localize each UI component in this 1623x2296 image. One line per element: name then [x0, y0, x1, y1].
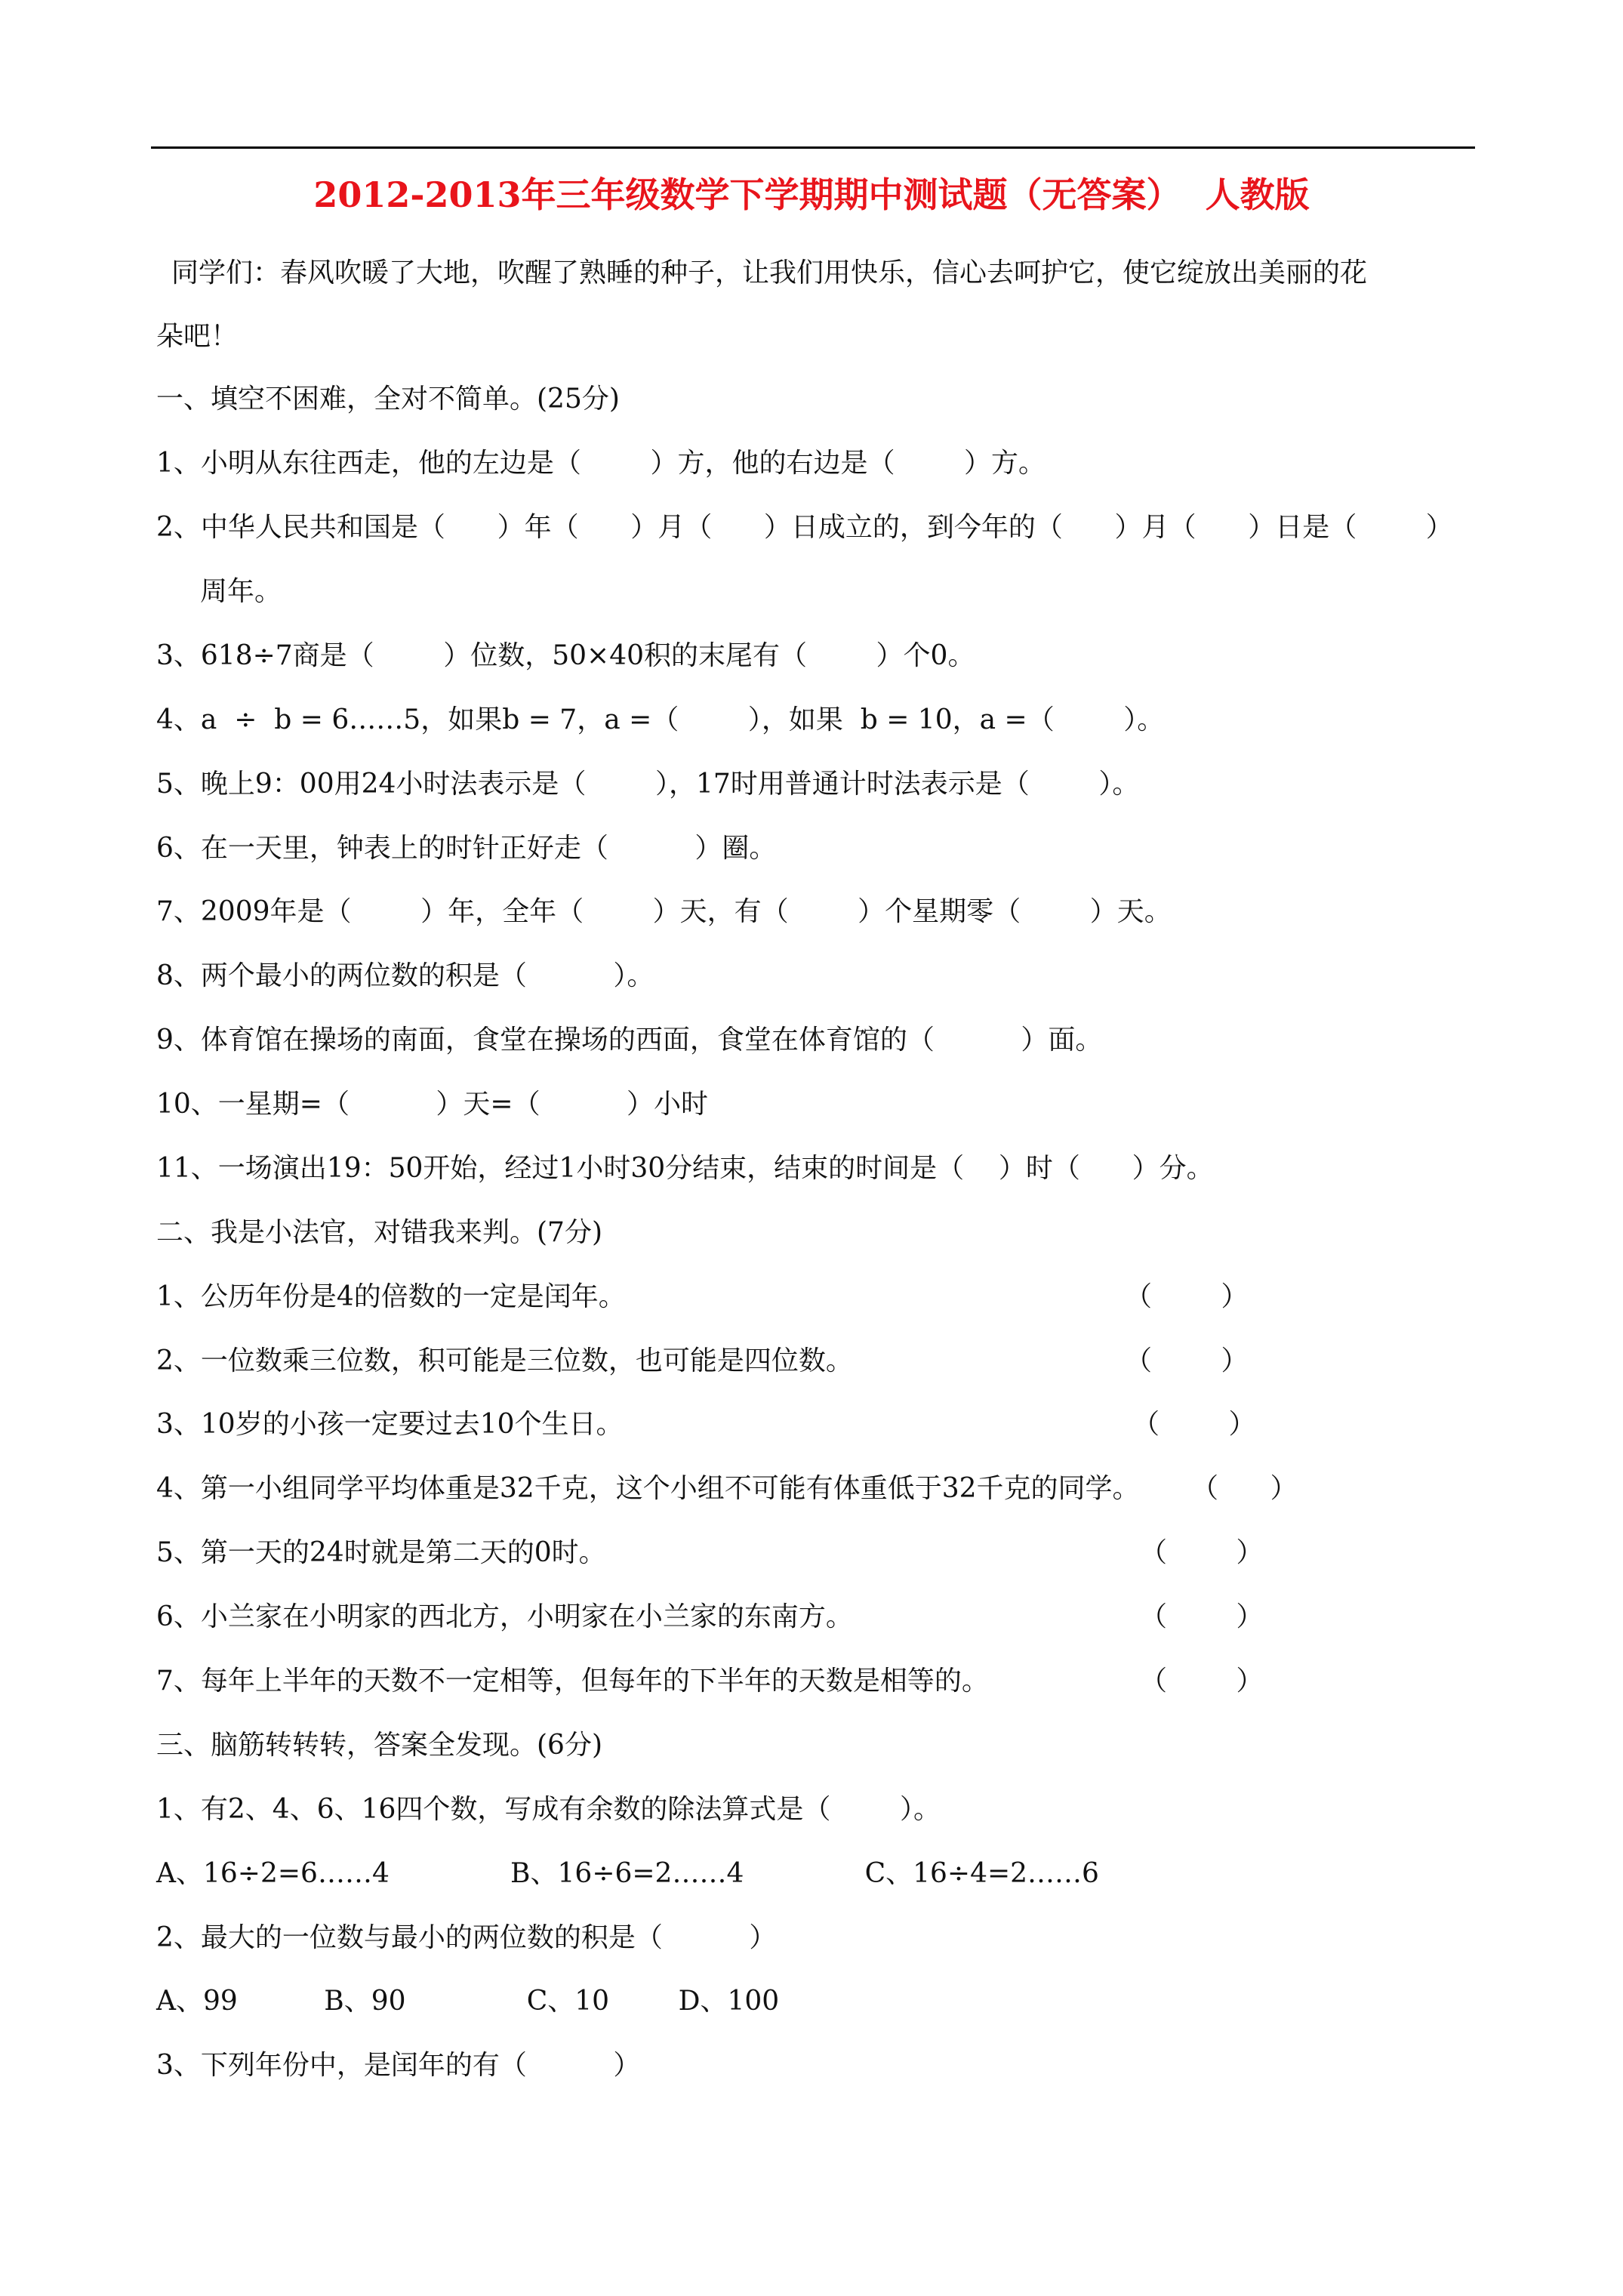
section1-heading: 一、填空不困难，全对不简单。(25分)	[156, 384, 620, 415]
judge-item-3: 3、10岁的小孩一定要过去10个生日。	[156, 1409, 624, 1440]
intro-line-1: 同学们：春风吹暖了大地，吹醒了熟睡的种子，让我们用快乐，信心去呵护它，使它绽放出美丽的花	[171, 257, 1368, 288]
judge-item-2-answer: （ ）	[1125, 1345, 1249, 1376]
question-1-11: 11、一场演出19：50开始，经过1小时30分结束，结束的时间是（ ）时（ ）分。	[156, 1153, 1214, 1184]
question-1-2: 2、中华人民共和国是（ ）年（ ）月（ ）日成立的，到今年的（ ）月（ ）日是（ ）	[156, 512, 1453, 543]
question-1-3: 3、618÷7商是（ ）位数，50×40积的末尾有（ ）个0。	[156, 640, 975, 671]
question-1-8: 8、两个最小的两位数的积是（ ）。	[156, 960, 654, 991]
section2-heading: 二、我是小法官，对错我来判。(7分)	[156, 1217, 602, 1248]
intro-line-2: 朵吧！	[156, 321, 239, 352]
choice-question-2-options: A、99 B、90 C、10 D、100	[156, 1986, 780, 2017]
question-1-5: 5、晚上9：00用24小时法表示是（ ），17时用普通计时法表示是（ ）。	[156, 769, 1140, 800]
question-1-4: 4、a ÷ b = 6……5，如果b = 7，a =（ ），如果 b = 10，a =（ ）。	[156, 704, 1165, 735]
question-1-9: 9、体育馆在操场的南面，食堂在操场的西面，食堂在体育馆的（ ）面。	[156, 1025, 1103, 1056]
choice-question-2: 2、最大的一位数与最小的两位数的积是（ ）	[156, 1922, 777, 1953]
choice-question-3: 3、下列年份中，是闰年的有（ ）	[156, 2050, 641, 2081]
judge-item-2: 2、一位数乘三位数，积可能是三位数，也可能是四位数。	[156, 1345, 853, 1376]
judge-item-4-answer: （ ）	[1191, 1473, 1298, 1504]
judge-item-7-answer: （ ）	[1140, 1666, 1264, 1697]
judge-item-6: 6、小兰家在小明家的西北方，小明家在小兰家的东南方。	[156, 1601, 853, 1632]
question-1-6: 6、在一天里，钟表上的时针正好走（ ）圈。	[156, 833, 777, 864]
question-1-7: 7、2009年是（ ）年，全年（ ）天，有（ ）个星期零（ ）天。	[156, 896, 1172, 927]
judge-item-1: 1、公历年份是4的倍数的一定是闰年。	[156, 1281, 626, 1312]
question-1-10: 10、一星期=（ ）天=（ ）小时	[156, 1089, 709, 1120]
judge-item-4: 4、第一小组同学平均体重是32千克，这个小组不可能有体重低于32千克的同学。	[156, 1473, 1140, 1504]
choice-question-1: 1、有2、4、6、16四个数，写成有余数的除法算式是（ ）。	[156, 1794, 941, 1825]
judge-item-6-answer: （ ）	[1140, 1601, 1264, 1632]
page-title: 2012-2013年三年级数学下学期期中测试题（无答案） 人教版	[313, 174, 1310, 215]
question-1-1: 1、小明从东往西走，他的左边是（ ）方，他的右边是（ ）方。	[156, 448, 1046, 479]
judge-item-1-answer: （ ）	[1125, 1281, 1249, 1312]
choice-question-1-options: A、16÷2=6……4 B、16÷6=2……4 C、16÷4=2……6	[156, 1858, 1099, 1889]
judge-item-5: 5、第一天的24时就是第二天的0时。	[156, 1537, 606, 1568]
header-rule	[151, 146, 1475, 149]
section3-heading: 三、脑筋转转转，答案全发现。(6分)	[156, 1730, 602, 1761]
question-1-2-continued: 周年。	[200, 576, 282, 607]
judge-item-7: 7、每年上半年的天数不一定相等，但每年的下半年的天数是相等的。	[156, 1666, 989, 1697]
judge-item-3-answer: （ ）	[1132, 1409, 1256, 1440]
judge-item-5-answer: （ ）	[1140, 1537, 1264, 1568]
